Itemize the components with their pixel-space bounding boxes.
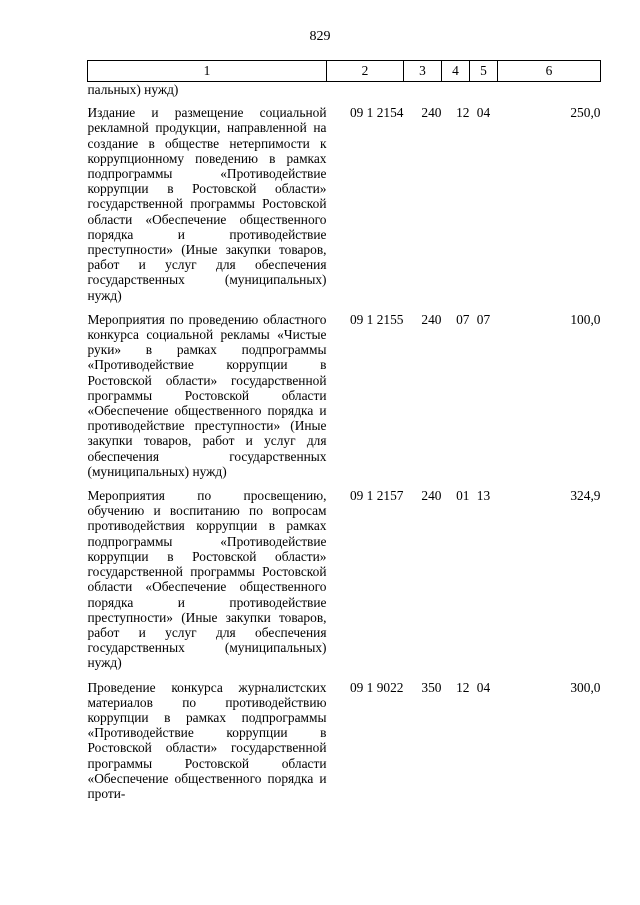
subsection: 07	[476, 311, 491, 327]
col-header-2: 2	[327, 61, 404, 82]
subsection: 04	[476, 105, 491, 121]
budget-table	[87, 60, 601, 810]
table-row	[88, 105, 601, 312]
section: 01	[456, 488, 470, 504]
col-header-6: 6	[498, 61, 601, 82]
continuation-row	[88, 82, 601, 106]
item-name: Мероприятия по проведению областного конкурса социальной рекламы «Чистые руки» в рамках подпрограммы «Противодействие коррупции в Ростовской области» государственной программы Ростовской области «Обеспечение общественного порядка и противодействие преступности» (Иные закупки товаров, работ и услуг для обеспечения государственных (муниципальных) нужд)	[87, 311, 327, 479]
table-row	[88, 680, 601, 811]
amount: 250,0	[570, 105, 601, 121]
col-header-3: 3	[404, 61, 442, 82]
expense-type: 240	[421, 311, 442, 327]
header-row	[88, 61, 601, 82]
section: 07	[456, 311, 470, 327]
expense-type: 350	[421, 679, 442, 695]
target-code: 09 1 2154	[349, 105, 404, 121]
target-code: 09 1 2157	[349, 488, 404, 504]
item-name: Проведение конкурса журналистских материалов по противодействию коррупции в рамках подпрограммы «Противодействие коррупции в Ростовской области» государственной программы Ростовской области «Обеспечение общественного порядка и проти-	[87, 679, 327, 801]
subsection: 04	[476, 679, 491, 695]
col-header-4: 4	[442, 61, 470, 82]
section: 12	[456, 105, 470, 121]
amount: 324,9	[570, 488, 601, 504]
table-row	[88, 488, 601, 679]
subsection: 13	[476, 488, 491, 504]
target-code: 09 1 2155	[349, 311, 404, 327]
item-name: Издание и размещение социальной рекламной продукции, направленной на создание в обществе нетерпимости к коррупционному поведению в рамках подпрограммы «Противодействие коррупции в Ростовской области» государственной программы Ростовской области «Обеспечение общественного порядка и противодействие преступности» (Иные закупки товаров, работ и услуг для обеспечения государственных (муниципальных) нужд)	[87, 105, 327, 303]
section: 12	[456, 679, 470, 695]
col-header-1: 1	[88, 61, 327, 82]
amount: 300,0	[570, 679, 601, 695]
expense-type: 240	[421, 488, 442, 504]
continuation-text: пальных) нужд)	[87, 82, 179, 97]
target-code: 09 1 9022	[349, 679, 404, 695]
table-row	[88, 312, 601, 488]
page-number: 829	[309, 29, 331, 44]
expense-type: 240	[421, 105, 442, 121]
col-header-5: 5	[470, 61, 498, 82]
amount: 100,0	[570, 311, 601, 327]
item-name: Мероприятия по просвещению, обучению и воспитанию по вопросам противодействия коррупции в рамках подпрограммы «Противодействие коррупции в Ростовской области» государственной программы Ростовской области «Обеспечение общественного порядка и противодействие преступности» (Иные закупки товаров, работ и услуг для обеспечения государственных (муниципальных) нужд)	[87, 488, 327, 671]
